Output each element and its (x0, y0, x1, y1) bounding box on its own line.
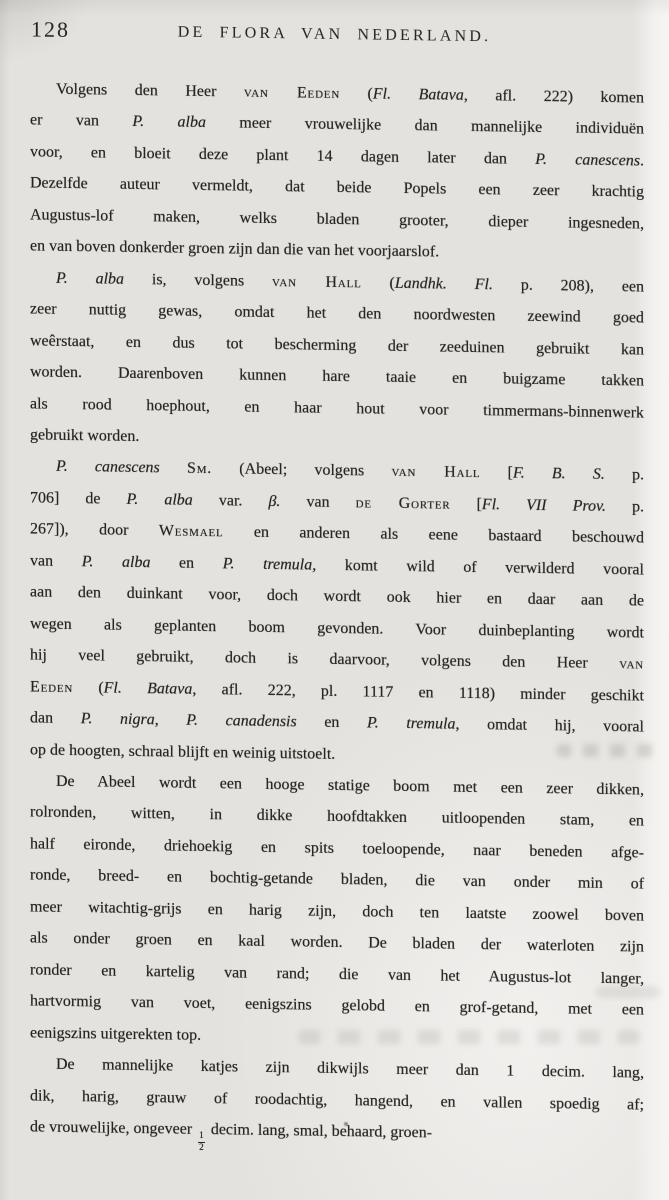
text-line: als rood hoephout, en haar hout voor timmermans-binnenwerk (30, 394, 644, 422)
text-line: Volgens den Heer van Eeden (Fl. Batava, afl. 222) komen (56, 80, 645, 107)
text-line: half eironde, driehoekig en spits toeloopende, naar beneden afge- (30, 835, 644, 862)
text-line: eenigszins uitgerekten top. (30, 1024, 202, 1044)
text-line: en van boven donkerder groen zijn dan die van het voorjaarslof. (30, 237, 440, 261)
text-line: er van P. alba meer vrouwelijke dan mannelijke individuën (30, 111, 645, 139)
text-line: weêrstaat, en dus tot bescherming der zeeduinen gebruikt kan (30, 332, 644, 359)
text-line: Augustus-lof maken, welks bladen grooter, dieper ingesneden, (30, 206, 644, 233)
running-title: DE FLORA VAN NEDERLAND. (177, 23, 492, 46)
page-number: 128 (31, 16, 70, 43)
text-line: rolronden, witten, in dikke hoofdtakken uitloopenden stam, en (30, 803, 644, 830)
text-line: de vrouwelijke, ongeveer $\frac{1}{2}$ decim. lang, smal, behaard, groen- (30, 1118, 433, 1154)
text-line: aan den duinkant voor, doch wordt ook hier en daar aan de (30, 583, 644, 610)
text-line: 267]), door Wesmael en anderen als eene bastaard beschouwd (30, 520, 645, 547)
text-line: voor, en bloeit deze plant 14 dagen later dan P. canescens. (30, 143, 645, 170)
text-line: als onder groen en kaal worden. De bladen der waterloten zijn (30, 929, 644, 956)
text-line: van P. alba en P. tremula, komt wild of verwilderd vooral (30, 552, 645, 579)
text-line: ronde, breed- en bochtig-getande bladen, die van onder min of (30, 866, 644, 893)
text-line: hartvormig van voet, eenigszins gelobd en grof-getand, met een (30, 992, 644, 1019)
text-line: 706] de P. alba var. β. van de Gorter [Fl. VII Prov. p. (30, 489, 645, 516)
text-line: meer witachtig-grijs en harig zijn, doch ten laatste zoowel boven (30, 898, 644, 925)
text-line: ronder en kartelig van rand; die van het Augustus-lot langer, (30, 961, 644, 988)
text-line: Eeden (Fl. Batava, afl. 222, pl. 1117 en 1118) minder geschikt (30, 678, 645, 705)
text-line: P. alba is, volgens van Hall (Landhk. Fl. p. 208), een (56, 269, 645, 296)
text-line: De Abeel wordt een hooge statige boom met een zeer dikken, (56, 772, 644, 799)
text-line: Dezelfde auteur vermeldt, dat beide Popels een zeer krachtig (30, 174, 644, 201)
text-line: wegen als geplanten boom gevonden. Voor duinbeplanting wordt (30, 615, 644, 642)
page-header (0, 0, 669, 46)
text-block (30, 73, 644, 1160)
text-line: worden. Daarenboven kunnen hare taaie en buigzame takken (30, 363, 644, 390)
stacked-fraction: $\frac{1}{2}$ (199, 1131, 204, 1154)
text-line: dan P. nigra, P. canadensis en P. tremula, omdat hij, vooral (30, 709, 645, 736)
text-line: gebruikt worden. (30, 426, 140, 446)
text-line: hij veel gebruikt, doch is daarvoor, volgens den Heer van (30, 646, 644, 673)
text-line: P. canescens Sm. (Abeel; volgens van Hall [F. B. S. p. (56, 458, 645, 484)
text-line: dik, harig, grauw of roodachtig, hangend, en vallen spoedig af; (30, 1086, 644, 1114)
text-line: De mannelijke katjes zijn dikwijls meer dan 1 decim. lang, (56, 1055, 644, 1082)
text-line: op de hoogten, schraal blijft en weinig uitstoelt. (30, 740, 336, 763)
text-line: zeer nuttig gewas, omdat het den noordwesten zeewind goed (30, 300, 644, 327)
